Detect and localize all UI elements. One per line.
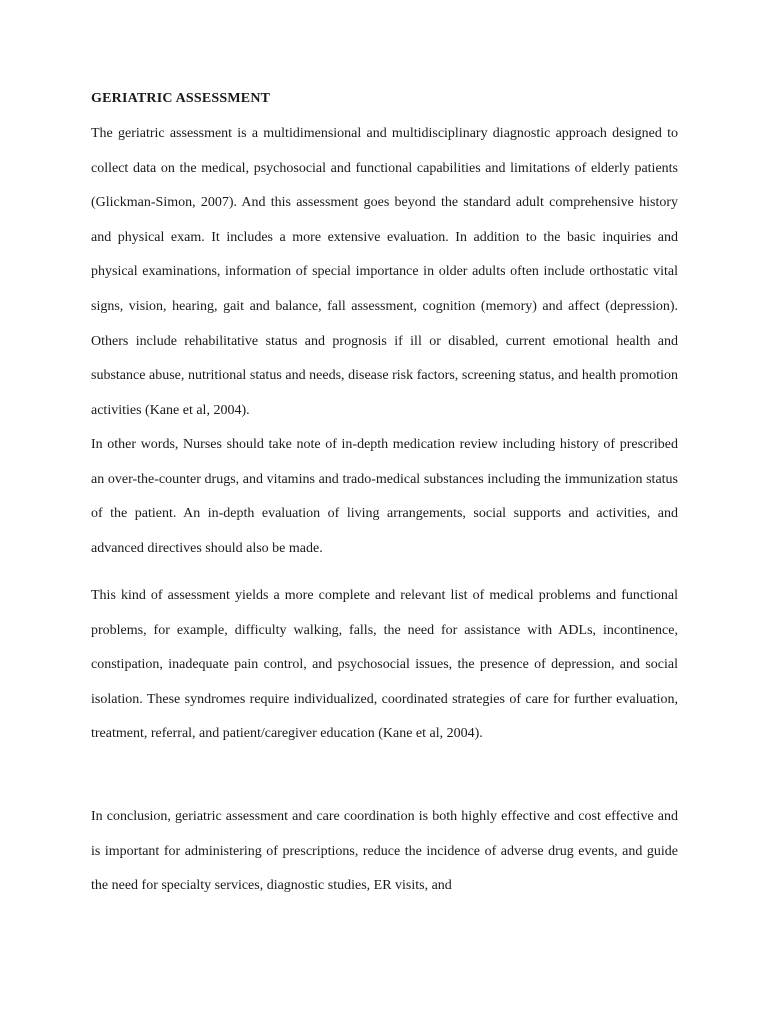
- paragraph-conclusion: In conclusion, geriatric assessment and care coordination is both highly effective and cost effective and is important for administering of prescriptions, reduce the incidence of adverse drug events, and guide the need for specialty services, diagnostic studies, ER visits, and: [91, 809, 678, 894]
- document-heading: GERIATRIC ASSESSMENT: [91, 91, 271, 106]
- paragraph-yields: This kind of assessment yields a more complete and relevant list of medical problems and functional problems, for example, difficulty walking, falls, the need for assistance with ADLs, incontinence, constipation, inadequate pain control, and psychosocial issues, the presence of depression, and social isolation. These syndromes require individualized, coordinated strategies of care for further evaluation, treatment, referral, and patient/caregiver education (Kane et al, 2004).: [91, 588, 678, 742]
- paragraph-nurses: In other words, Nurses should take note of in-depth medication review including history of prescribed an over-the-counter drugs, and vitamins and trado-medical substances including the immunization status of the patient. An in-depth evaluation of living arrangements, social supports and activities, and advanced directives should also be made.: [91, 437, 678, 556]
- paragraph-intro: The geriatric assessment is a multidimensional and multidisciplinary diagnostic approach designed to collect data on the medical, psychosocial and functional capabilities and limitations of elderly patients (Glickman-Simon, 2007). And this assessment goes beyond the standard adult comprehensive history and physical exam. It includes a more extensive evaluation. In addition to the basic inquiries and physical examinations, information of special importance in older adults often include orthostatic vital signs, vision, hearing, gait and balance, fall assessment, cognition (memory) and affect (depression). Others include rehabilitative status and prognosis if ill or disabled, current emotional health and substance abuse, nutritional status and needs, disease risk factors, screening status, and health promotion activities (Kane et al, 2004).: [91, 126, 678, 418]
